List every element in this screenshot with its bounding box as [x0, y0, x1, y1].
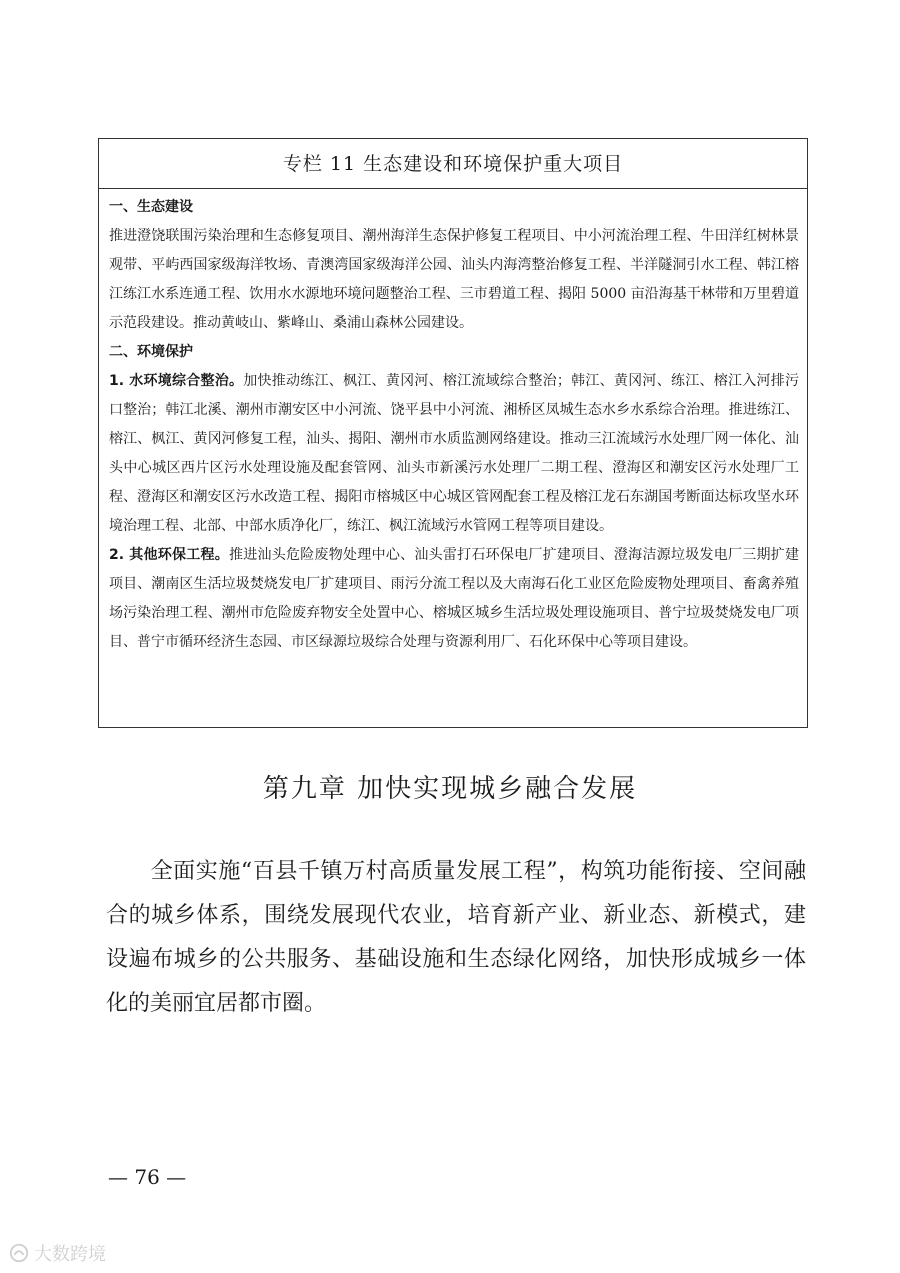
page-number: — 76 — — [108, 1165, 187, 1189]
section-text-ecology: 推进澄饶联围污染治理和生态修复项目、潮州海洋生态保护修复工程项目、中小河流治理工程、牛田洋红树林景观带、平屿西国家级海洋牧场、青澳湾国家级海洋公园、汕头内海湾整治修复工程、半洋隧洞引水工程、韩江榕江练江水系连通工程、饮用水水源地环境问题整治工程、三市碧道工程、揭阳 5000 亩沿海基干林带和万里碧道示范段建设。推动黄岐山、紫峰山、桑浦山森林公园建设。 — [109, 228, 799, 331]
item-water-environment — [109, 367, 799, 541]
item-text-water: 加快推动练江、枫江、黄冈河、榕江流域综合整治；韩江、黄冈河、练江、榕江入河排污口整治；韩江北溪、潮州市潮安区中小河流、饶平县中小河流、湘桥区凤城生态水乡水系综合治理。推进练江、榕江、枫江、黄冈河修复工程，汕头、揭阳、潮州市水质监测网络建设。推动三江流域污水处理厂网一体化、汕头中心城区西片区污水处理设施及配套管网、汕头市新溪污水处理厂二期工程、澄海区和潮安区污水处理厂工程、澄海区和潮安区污水改造工程、揭阳市榕城区中心城区管网配套工程及榕江龙石东湖国考断面达标攻坚水环境治理工程、北部、中部水质净化厂，练江、枫江流域污水管网工程等项目建设。 — [109, 373, 800, 534]
box-body — [99, 189, 807, 657]
item-lead-other: 2. 其他环保工程。 — [109, 547, 229, 563]
body-paragraph-text: 全面实施“百县千镇万村高质量发展工程”，构筑功能衔接、空间融合的城乡体系，围绕发展现代农业，培育新产业、新业态、新模式，建设遍布城乡的公共服务、基础设施和生态绿化网络，加快形成城乡一体化的美丽宜居都市圈。 — [106, 859, 806, 1016]
feature-box — [98, 138, 808, 728]
watermark-logo-icon — [8, 1242, 30, 1264]
watermark — [8, 1240, 106, 1266]
box-title: 专栏 11 生态建设和环境保护重大项目 — [99, 139, 807, 189]
item-other-projects — [109, 541, 799, 657]
chapter-title: 第九章 加快实现城乡融合发展 — [262, 774, 638, 804]
section-heading-ecology: 一、生态建设 — [109, 199, 193, 215]
body-paragraph — [106, 850, 806, 1026]
watermark-text: 大数跨境 — [34, 1244, 106, 1265]
item-text-other: 推进汕头危险废物处理中心、汕头雷打石环保电厂扩建项目、澄海洁源垃圾发电厂三期扩建项目、潮南区生活垃圾焚烧发电厂扩建项目、雨污分流工程以及大南海石化工业区危险废物处理项目、畜禽养殖场污染治理工程、潮州市危险废弃物安全处置中心、榕城区城乡生活垃圾处理设施项目、普宁垃圾焚烧发电厂项目、普宁市循环经济生态园、市区绿源垃圾综合处理与资源利用厂、石化环保中心等项目建设。 — [109, 547, 800, 650]
item-lead-water: 1. 水环境综合整治。 — [109, 373, 244, 389]
section-heading-environment: 二、环境保护 — [109, 344, 193, 360]
